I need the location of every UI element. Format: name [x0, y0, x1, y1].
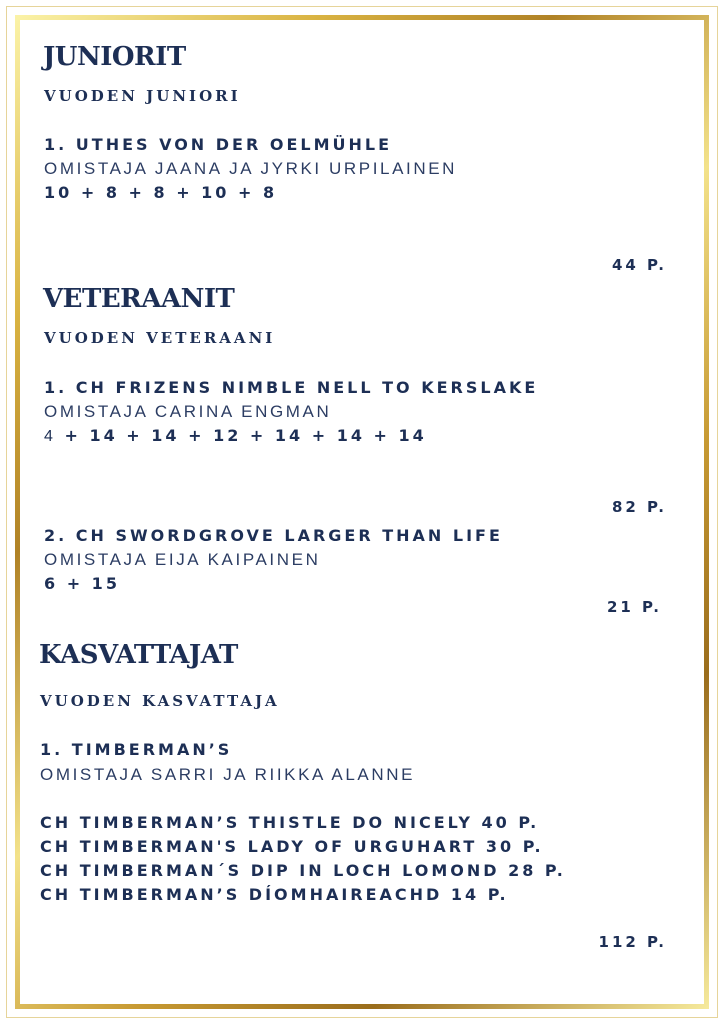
breeder-dog-3: CH TIMBERMAN´S DIP IN LOCH LOMOND 28 P. [40, 861, 566, 880]
junior-entry-name: 1. UTHES VON DER OELMÜHLE [44, 135, 393, 154]
breeder-dog-1: CH TIMBERMAN’S THISTLE DO NICELY 40 P. [40, 813, 540, 832]
breeder-entry-total: 112 P. [598, 933, 667, 951]
veteran-entry-2-owner: OMISTAJA EIJA KAIPAINEN [44, 550, 321, 569]
juniors-heading: JUNIORIT [43, 42, 186, 72]
veterans-subheading: VUODEN VETERAANI [44, 329, 276, 347]
veteran-entry-1-total: 82 P. [611, 498, 667, 516]
veteran-entry-2-total: 21 P. [606, 598, 662, 616]
veterans-heading: VETERAANIT [43, 284, 235, 314]
veteran-entry-1-remaining-scores: + 14 + 14 + 12 + 14 + 14 + 14 [55, 426, 427, 445]
breeders-subheading: VUODEN KASVATTAJA [40, 692, 280, 710]
junior-entry-scores: 10 + 8 + 8 + 10 + 8 [44, 183, 278, 202]
junior-entry-owner: OMISTAJA JAANA JA JYRKI URPILAINEN [44, 159, 458, 178]
juniors-subheading: VUODEN JUNIORI [44, 87, 241, 105]
veteran-entry-2-name: 2. CH SWORDGROVE LARGER THAN LIFE [44, 526, 503, 545]
breeders-heading: KASVATTAJAT [39, 640, 238, 670]
junior-entry-total: 44 P. [611, 256, 667, 274]
breeder-entry-owner: OMISTAJA SARRI JA RIIKKA ALANNE [40, 765, 416, 784]
veteran-entry-1-name: 1. CH FRIZENS NIMBLE NELL TO KERSLAKE [44, 378, 539, 397]
veteran-entry-1-scores [44, 426, 427, 446]
breeder-entry-name: 1. TIMBERMAN’S [40, 740, 233, 759]
veteran-entry-2-scores: 6 + 15 [44, 574, 120, 593]
veteran-entry-1-owner: OMISTAJA CARINA ENGMAN [44, 402, 332, 421]
breeder-dog-4: CH TIMBERMAN’S DÍOMHAIREACHD 14 P. [40, 885, 509, 904]
breeder-dog-2: CH TIMBERMAN'S LADY OF URGUHART 30 P. [40, 837, 544, 856]
veteran-entry-1-first-score: 4 [44, 428, 56, 445]
